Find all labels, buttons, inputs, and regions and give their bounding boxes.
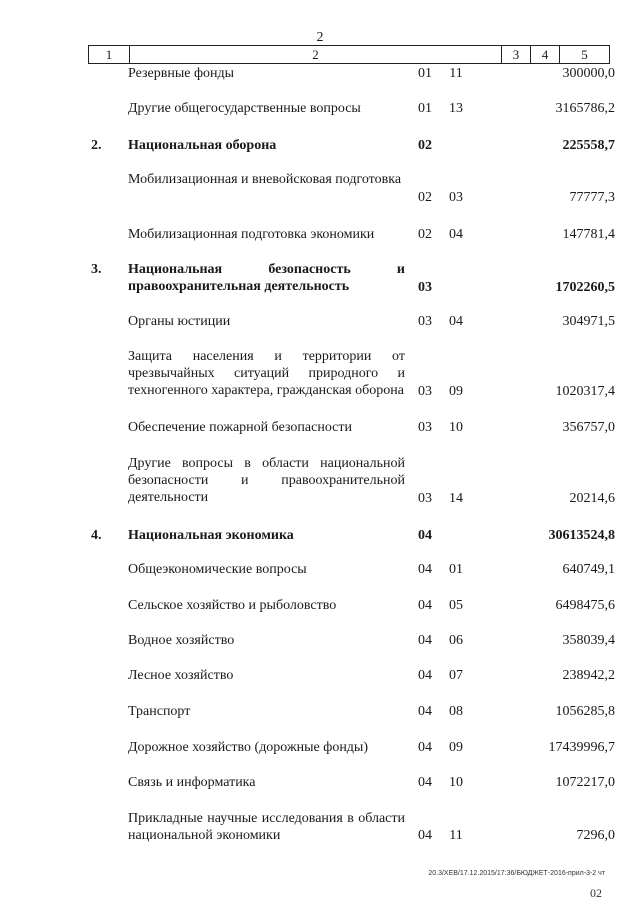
row-amount: 238942,2 [562,668,615,683]
row-amount: 1056285,8 [555,704,615,719]
row-section-code: 04 [418,828,432,843]
corner-mark: 02 [590,886,602,900]
row-amount: 6498475,6 [555,598,615,613]
row-amount: 358039,4 [562,633,615,648]
row-section-code: 04 [418,598,432,613]
row-subsection-code: 14 [449,491,463,506]
row-name: Дорожное хозяйство (дорожные фонды) [128,740,369,755]
row-amount: 77777,3 [569,190,615,205]
row-subsection-code: 01 [449,562,463,577]
row-name: Национальная экономика [128,528,294,543]
header-col-1: 1 [89,46,130,63]
row-section-code: 03 [418,384,432,399]
row-subsection-code: 13 [449,101,463,116]
row-amount: 1020317,4 [555,384,615,399]
row-number: 2. [91,138,102,153]
row-name: Общеэкономические вопросы [128,562,307,577]
row-amount: 17439996,7 [548,740,615,755]
row-subsection-code: 03 [449,190,463,205]
row-amount: 356757,0 [562,420,615,435]
row-amount: 30613524,8 [548,528,615,543]
row-amount: 300000,0 [562,66,615,81]
header-col-2: 2 [130,46,502,63]
row-subsection-code: 10 [449,775,463,790]
row-section-code: 04 [418,775,432,790]
row-subsection-code: 07 [449,668,463,683]
row-section-code: 01 [418,101,432,116]
row-subsection-code: 05 [449,598,463,613]
document-code: 20.3/ХЕВ/17.12.2015/17:36/БЮДЖЕТ-2016-прил-3-2 чт [428,870,605,877]
row-section-code: 03 [418,280,432,295]
row-name: Национальная оборона [128,138,277,153]
row-subsection-code: 10 [449,420,463,435]
row-name: Другие вопросы в области национальной безопасности и правоохранительной деятельности [128,456,405,505]
row-section-code: 02 [418,190,432,205]
row-name: Мобилизационная и вневойсковая подготовка [128,172,402,187]
row-name: Резервные фонды [128,66,235,81]
row-amount: 20214,6 [569,491,615,506]
page-number: 2 [316,30,324,45]
row-section-code: 01 [418,66,432,81]
row-section-code: 04 [418,740,432,755]
row-name: Органы юстиции [128,314,231,329]
row-name: Лесное хозяйство [128,668,234,683]
row-section-code: 03 [418,491,432,506]
row-name: Другие общегосударственные вопросы [128,101,361,116]
row-subsection-code: 09 [449,740,463,755]
row-subsection-code: 04 [449,227,463,242]
row-subsection-code: 08 [449,704,463,719]
row-section-code: 04 [418,633,432,648]
row-amount: 1072217,0 [555,775,615,790]
row-section-code: 03 [418,420,432,435]
row-name: Сельское хозяйство и рыболовство [128,598,337,613]
row-subsection-code: 06 [449,633,463,648]
row-section-code: 04 [418,668,432,683]
header-col-3: 3 [502,46,531,63]
row-section-code: 04 [418,704,432,719]
row-name: Прикладные научные исследования в области национальной экономики [128,811,405,843]
row-name: Национальная безопасность и правоохранительная деятельность [128,262,405,294]
row-section-code: 04 [418,562,432,577]
row-section-code: 04 [418,528,432,543]
row-subsection-code: 09 [449,384,463,399]
row-amount: 147781,4 [562,227,615,242]
row-name: Обеспечение пожарной безопасности [128,420,353,435]
row-section-code: 02 [418,138,432,153]
row-section-code: 03 [418,314,432,329]
row-number: 4. [91,528,102,543]
row-subsection-code: 04 [449,314,463,329]
header-col-4: 4 [531,46,560,63]
row-subsection-code: 11 [449,828,463,843]
row-name: Водное хозяйство [128,633,235,648]
row-name: Связь и информатика [128,775,256,790]
row-amount: 640749,1 [562,562,615,577]
row-name: Транспорт [128,704,191,719]
row-number: 3. [91,262,102,277]
row-name: Защита населения и территории от чрезвычайных ситуаций природного и техногенного характера, гражданская оборона [128,349,405,398]
row-amount: 3165786,2 [555,101,615,116]
header-col-5: 5 [581,47,588,62]
row-subsection-code: 11 [449,66,463,81]
row-name: Мобилизационная подготовка экономики [128,227,375,242]
row-amount: 7296,0 [576,828,615,843]
row-amount: 304971,5 [562,314,615,329]
row-section-code: 02 [418,227,432,242]
row-amount: 1702260,5 [555,280,615,295]
table-header [88,45,610,64]
row-amount: 225558,7 [562,138,615,153]
